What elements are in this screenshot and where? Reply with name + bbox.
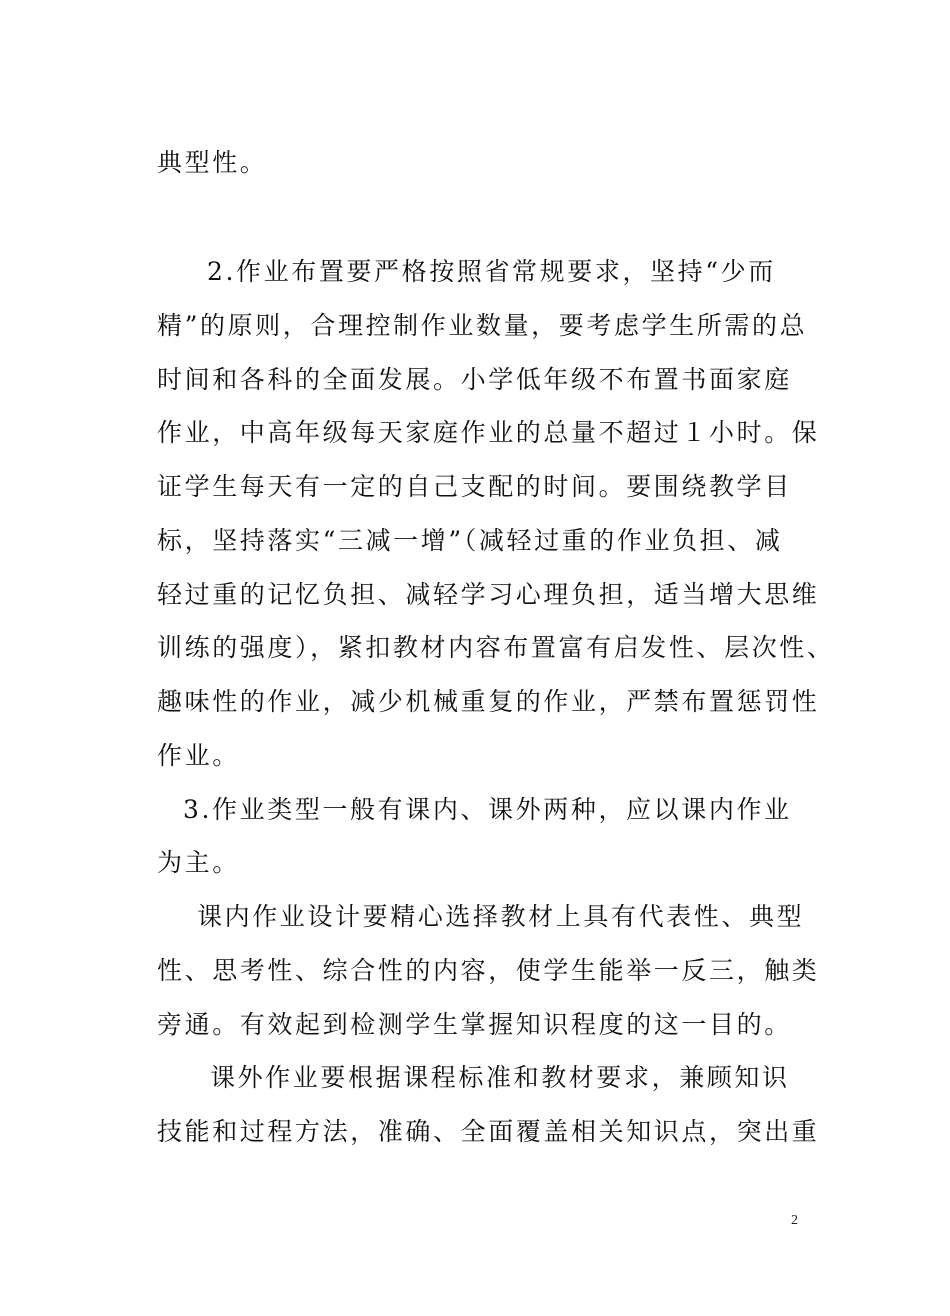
text-line: 作业。 (157, 741, 240, 770)
text-line: 课内作业设计要精心选择教材上具有代表性、典型 (197, 902, 805, 931)
text-line: 精”的原则，合理控制作业数量，要考虑学生所需的总 (157, 311, 808, 340)
text-line: 课外作业要根据课程标准和教材要求，兼顾知识 (210, 1063, 790, 1092)
text-line: 性、思考性、综合性的内容，使学生能举一反三，触类 (157, 956, 820, 985)
text-line: 标，坚持落实“三减一增”（减轻过重的作业负担、减 (157, 526, 783, 555)
text-line: 典型性。 (157, 148, 268, 177)
text-line: 3.作业类型一般有课内、课外两种，应以课内作业 (183, 795, 792, 824)
text-line: 轻过重的记忆负担、减轻学习心理负担，适当增大思维 (157, 580, 820, 609)
text-line: 作业，中高年级每天家庭作业的总量不超过１小时。保 (157, 418, 820, 447)
text-line: 证学生每天有一定的自己支配的时间。要围绕教学目 (157, 472, 792, 501)
text-line: 为主。 (157, 848, 240, 877)
text-line: 2.作业布置要严格按照省常规要求，坚持“少而 (207, 257, 776, 286)
text-line: 趣味性的作业，减少机械重复的作业，严禁布置惩罚性 (157, 687, 820, 716)
text-line: 技能和过程方法，准确、全面覆盖相关知识点，突出重 (157, 1117, 820, 1146)
text-line: 时间和各科的全面发展。小学低年级不布置书面家庭 (157, 365, 792, 394)
page-number: 2 (791, 1213, 798, 1228)
text-line: 训练的强度），紧扣教材内容布置富有启发性、层次性、 (157, 633, 835, 662)
text-line: 旁通。有效起到检测学生掌握知识程度的这一目的。 (157, 1010, 792, 1039)
